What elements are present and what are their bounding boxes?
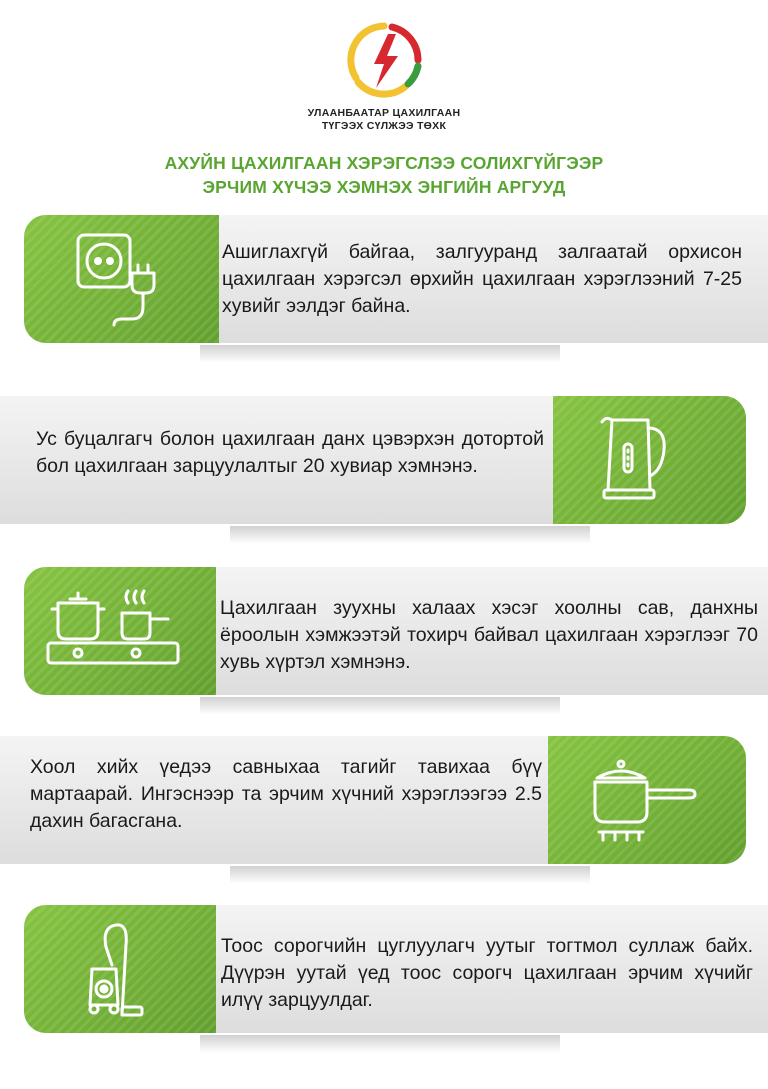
tip-text: Цахилгаан зуухны халаах хэсэг хоолны сав, данхны ёроолын хэмжээтэй тохирч байвал цахилгаан хэрэглээг 70 хувь хүртэл хэмнэнэ. (220, 597, 758, 673)
company-logo (344, 20, 424, 100)
tip-text: Ашиглахгүй байгаа, залгууранд залгаатай орхисон цахилгаан хэрэгсэл өрхийн цахилгаан хэрэглээний 7-25 хувийг ээлдэг байна. (222, 241, 742, 317)
card-shadow (200, 697, 560, 715)
tip-card-stove-size (0, 567, 768, 695)
vacuum-cleaner-icon (82, 919, 162, 1019)
electric-kettle-icon (598, 410, 678, 510)
cooking-stove-icon (44, 589, 184, 669)
tip-card-standby-power (0, 215, 768, 343)
saucepan-icon (585, 756, 705, 846)
tip-text: Тоос сорогчийн цуглуулагч уутыг тогтмол суллаж байх. Дүүрэн уутай үед тоос сорогч цахилгаан эрчим хүчийг илүү зарцуулдаг. (221, 935, 753, 1011)
tip-card-vacuum-bag (0, 905, 768, 1033)
card-shadow (230, 526, 590, 544)
card-shadow (200, 345, 560, 363)
card-shadow (230, 866, 590, 884)
page-title-line1: АХУЙН ЦАХИЛГААН ХЭРЭГСЛЭЭ СОЛИХГҮЙГЭЭР (164, 153, 604, 173)
tip-card-pot-lid (0, 736, 768, 864)
tip-card-kettle (0, 396, 768, 524)
page-title-line2: ЭРЧИМ ХҮЧЭЭ ХЭМНЭХ ЭНГИЙН АРГУУД (202, 177, 566, 197)
tip-text: Ус буцалгагч болон цахилгаан данх цэвэрхэн дотортой бол цахилгаан зарцуулалтыг 20 хувиар хэмнэнэ. (36, 428, 544, 477)
tip-text: Хоол хийх үедээ савныхаа тагийг тавихаа бүү мартаарай. Ингэснээр та эрчим хүчний хэрэглээгээ 2.5 дахин багасгана. (30, 756, 542, 832)
org-name-line2: ТҮГЭЭХ СҮЛЖЭЭ ТӨХК (321, 120, 447, 132)
card-shadow (200, 1035, 560, 1053)
power-plug-icon (72, 229, 182, 329)
org-name-line1: УЛААНБААТАР ЦАХИЛГААН (307, 107, 461, 119)
